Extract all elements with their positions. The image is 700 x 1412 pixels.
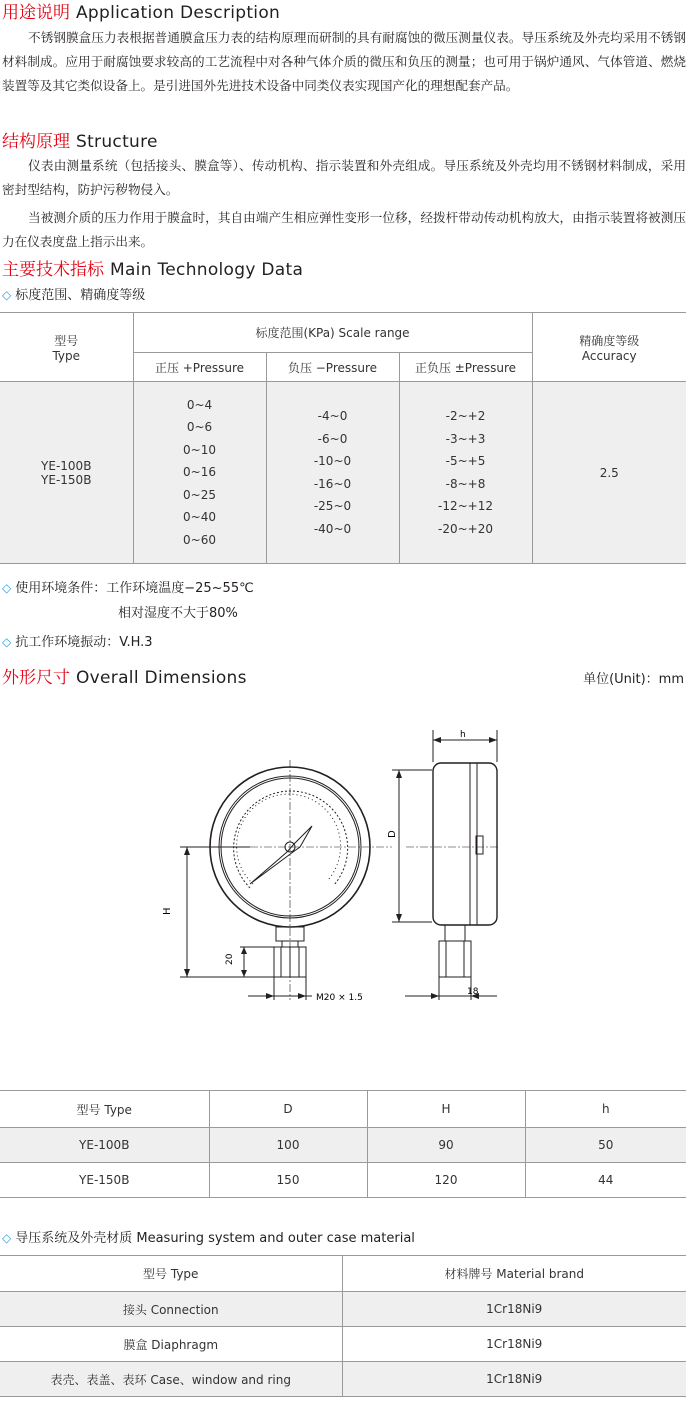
both-range-list: -2~+2 -3~+3 -5~+5 -8~+8 -12~+12 -20~+20 <box>399 382 532 564</box>
dim-D-label: D <box>387 830 398 838</box>
dim-header-D: D <box>209 1091 367 1128</box>
bullet-vibration: ◇ 抗工作环境振动：V.H.3 <box>2 635 153 650</box>
table-row: 接头 Connection 1Cr18Ni9 <box>0 1292 686 1327</box>
scale-range-table <box>0 312 686 564</box>
accuracy-header: 精确度等级 Accuracy <box>532 313 686 382</box>
structure-paragraph-2: 当被测介质的压力作用于膜盒时，其自由端产生相应弹性变形一位移，经拨杆带动传动机构放大，由指示装置将被测压力在仪表度盘上指示出来。 <box>2 210 686 249</box>
section-title-dimensions: 外形尺寸 Overall Dimensions <box>2 668 247 688</box>
dimension-table <box>0 1090 686 1198</box>
bullet-scale-range: ◇ 标度范围、精确度等级 <box>2 288 146 303</box>
negative-range-list: -4~0 -6~0 -10~0 -16~0 -25~0 -40~0 <box>266 382 399 564</box>
dim-header-H: H <box>367 1091 525 1128</box>
table-row: 膜盒 Diaphragm 1Cr18Ni9 <box>0 1327 686 1362</box>
diamond-outline-icon: ◇ <box>2 288 12 302</box>
table-row: 表壳、表盖、表环 Case、window and ring 1Cr18Ni9 <box>0 1362 686 1397</box>
bullet-environment: ◇ 使用环境条件：工作环境温度−25~55℃ <box>2 581 254 596</box>
bullet-material: ◇ 导压系统及外壳材质 Measuring system and outer case material <box>2 1231 415 1246</box>
diamond-outline-icon: ◇ <box>2 1231 12 1245</box>
both-pressure-header: 正负压 ±Pressure <box>399 353 532 382</box>
dim-20-label: 20 <box>225 953 235 965</box>
positive-range-list: 0~4 0~6 0~10 0~16 0~25 0~40 0~60 <box>133 382 266 564</box>
scale-range-header: 标度范围(KPa) Scale range <box>133 313 532 353</box>
table-row: YE-100B 100 90 50 <box>0 1128 686 1163</box>
humidity-text: 相对湿度不大于80% <box>118 606 238 621</box>
material-header-type: 型号 Type <box>0 1256 342 1292</box>
dimension-drawing <box>0 700 700 1030</box>
structure-paragraph-1: 仪表由测量系统（包括接头、膜盒等）、传动机构、指示装置和外壳组成。导压系统及外壳均用不锈钢材料制成，采用密封型结构，防护污秽物侵入。 <box>2 158 686 197</box>
dim-H-label: H <box>162 907 173 915</box>
unit-label: 单位(Unit)：mm <box>583 672 684 687</box>
section-title-application: 用途说明 Application Description <box>2 3 281 23</box>
section-title-structure: 结构原理 Structure <box>2 132 158 152</box>
material-table <box>0 1255 686 1397</box>
negative-pressure-header: 负压 −Pressure <box>266 353 399 382</box>
dim-thread-label: M20 × 1.5 <box>316 993 363 1003</box>
dim-header-type: 型号 Type <box>0 1091 209 1128</box>
positive-pressure-header: 正压 +Pressure <box>133 353 266 382</box>
dim-header-h: h <box>525 1091 686 1128</box>
diamond-outline-icon: ◇ <box>2 635 12 649</box>
material-header-brand: 材料牌号 Material brand <box>342 1256 686 1292</box>
table-row: YE-150B 150 120 44 <box>0 1163 686 1198</box>
dim-h-label: h <box>460 730 466 740</box>
section-title-tech: 主要技术指标 Main Technology Data <box>2 260 304 280</box>
type-header: 型号 Type <box>0 313 133 382</box>
diamond-outline-icon: ◇ <box>2 581 12 595</box>
model-cell: YE-100B YE-150B <box>0 382 133 564</box>
accuracy-value: 2.5 <box>532 382 686 564</box>
application-paragraph: 不锈钢膜盒压力表根据普通膜盒压力表的结构原理而研制的具有耐腐蚀的微压测量仪表。导压系统及外壳均采用不锈钢材料制成。应用于耐腐蚀要求较高的工艺流程中对各种气体介质的微压和负压的测量；也可用于锅炉通风、气体管道、燃烧装置等及其它类似设备上。是引进国外先进技术设备中同类仪表实现国产化的理想配套产品。 <box>2 30 686 93</box>
dim-18-label: 18 <box>467 987 479 997</box>
